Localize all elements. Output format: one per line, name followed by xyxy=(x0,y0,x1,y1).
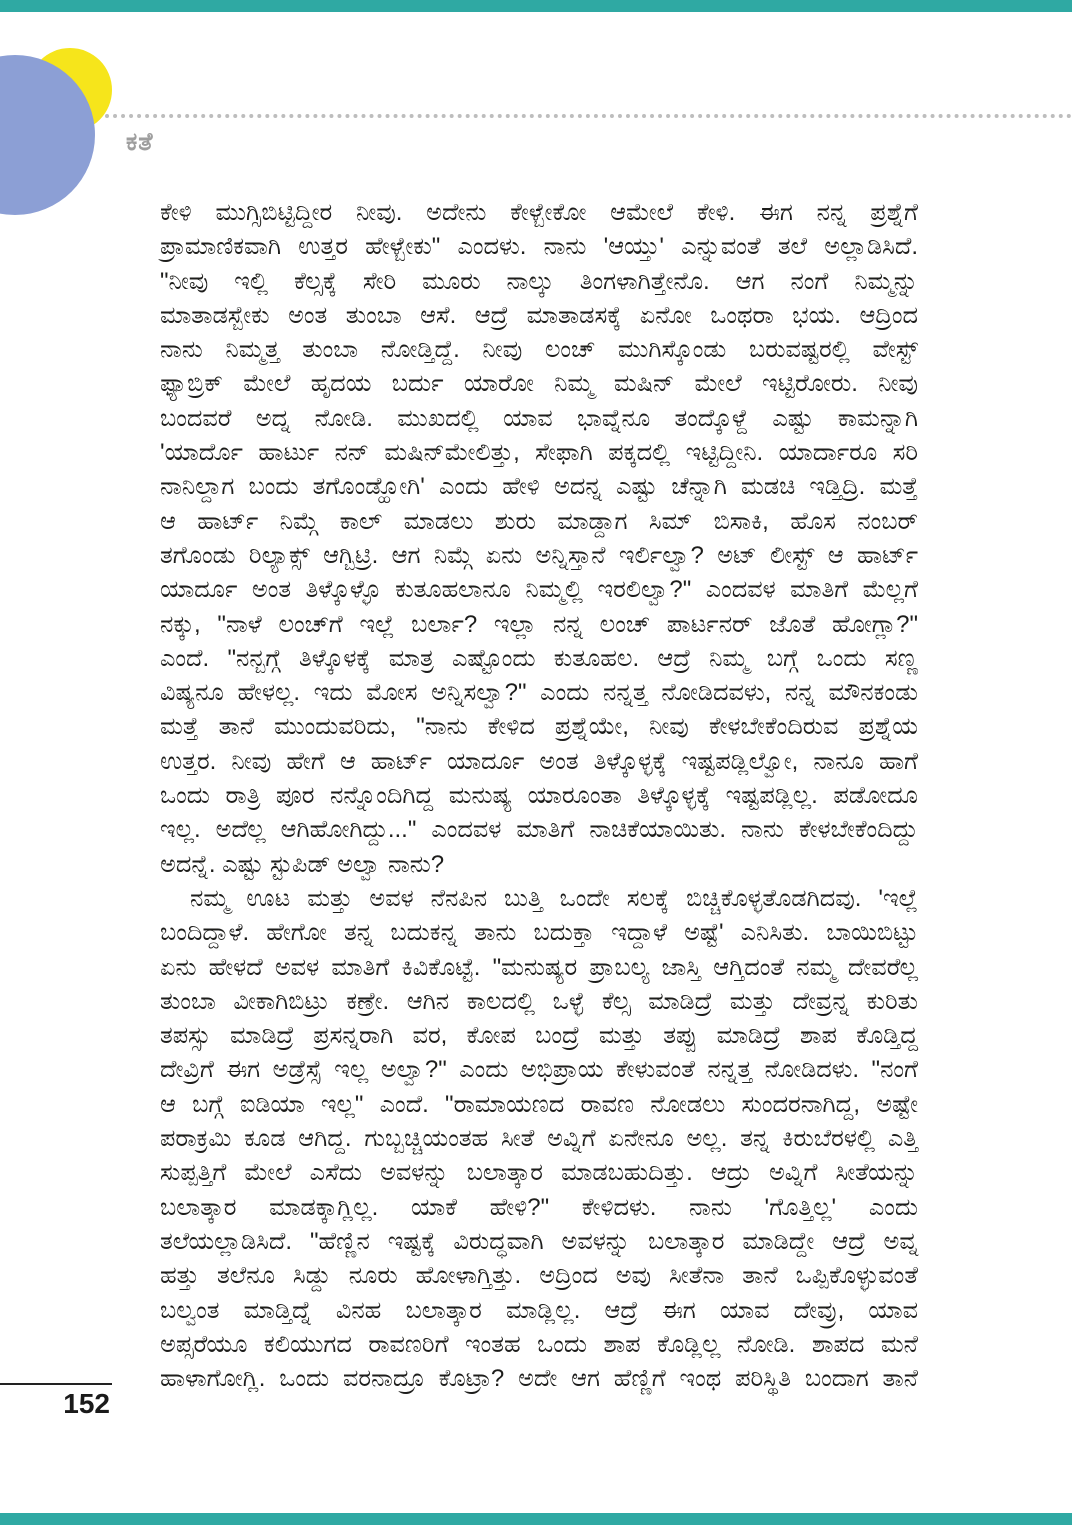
text-line: ದೇವ್ರಿಗೆ ಈಗ ಅಡ್ರೆಸ್ಸೆ ಇಲ್ಲ ಅಲ್ವಾ?" ಎಂದು ಅಭಿಪ್ರಾಯ ಕೇಳುವಂತೆ ನನ್ನತ್ತ ನೋಡಿದಳು. "ನಂಗೆ xyxy=(160,1056,918,1084)
text-line: ಪ್ರಾಮಾಣಿಕವಾಗಿ ಉತ್ತರ ಹೇಳ್ಬೇಕು" ಎಂದಳು. ನಾನು 'ಆಯ್ತು' ಎನ್ನುವಂತೆ ತಲೆ ಅಲ್ಲಾಡಿಸಿದೆ. xyxy=(160,233,918,261)
footer-rule xyxy=(0,1383,112,1385)
section-label: ಕತೆ xyxy=(126,128,154,156)
text-line: ಬಂದಿದ್ದಾಳೆ. ಹೇಗೋ ತನ್ನ ಬದುಕನ್ನ ತಾನು ಬದುಕ್ತಾ ಇದ್ದಾಳೆ ಅಷ್ಟೆ' ಎನಿಸಿತು. ಬಾಯಿಬಿಟ್ಟು xyxy=(160,919,918,947)
text-line: ಅಪ್ಸರೆಯೂ ಕಲಿಯುಗದ ರಾವಣರಿಗೆ ಇಂತಹ ಒಂದು ಶಾಪ ಕೊಡ್ಲಿಲ್ಲ ನೋಡಿ. ಶಾಪದ ಮನೆ xyxy=(160,1330,918,1358)
text-line: ಅದನ್ನೆ. ಎಷ್ಟು ಸ್ಟುಪಿಡ್ ಅಲ್ವಾ ನಾನು? xyxy=(160,850,445,878)
text-line: ಪರಾಕ್ರಮಿ ಕೂಡ ಆಗಿದ್ದ. ಗುಬ್ಬಚ್ಚಿಯಂತಹ ಸೀತೆ ಅವ್ನಿಗೆ ಏನೇನೂ ಅಲ್ಲ. ತನ್ನ ಕಿರುಬೆರಳಲ್ಲಿ ಎತ್ತಿ xyxy=(160,1125,918,1153)
text-line: ಎಂದೆ. "ನನ್ಬಗ್ಗೆ ತಿಳ್ಕೊಳಕ್ಕೆ ಮಾತ್ರ ಎಷ್ಟೊಂದು ಕುತೂಹಲ. ಆದ್ರೆ ನಿಮ್ಮ ಬಗ್ಗೆ ಒಂದು ಸಣ್ಣ xyxy=(160,644,918,672)
text-line: ಬಲ್ವಂತ ಮಾಡ್ತಿದ್ನೆ ವಿನಹ ಬಲಾತ್ಕಾರ ಮಾಡ್ಲಿಲ್ಲ. ಆದ್ರೆ ಈಗ ಯಾವ ದೇವ್ರು, ಯಾವ xyxy=(160,1296,918,1324)
text-line: ತಗೊಂಡು ರಿಲ್ಯಾಕ್ಸ್ ಆಗ್ಬಿಟ್ರಿ. ಆಗ ನಿಮ್ಗೆ ಏನು ಅನ್ನಿಸ್ತಾನೆ ಇರ್ಲಿಲ್ವಾ? ಅಟ್ ಲೀಸ್ಟ್ ಆ ಹಾರ್ಟ್ xyxy=(160,541,918,569)
text-line: ತುಂಬಾ ವೀಕಾಗಿಬಿಟ್ರು ಕಣ್ರೇ. ಆಗಿನ ಕಾಲದಲ್ಲಿ ಒಳ್ಳೆ ಕೆಲ್ಸ ಮಾಡಿದ್ರೆ ಮತ್ತು ದೇವ್ರನ್ನ ಕುರಿತು xyxy=(160,987,918,1015)
text-line: ಉತ್ತರ. ನೀವು ಹೇಗೆ ಆ ಹಾರ್ಟ್ ಯಾರ್ದೂ ಅಂತ ತಿಳ್ಕೊಳ್ಳಕ್ಕೆ ಇಷ್ಟಪಡ್ಲಿಲ್ವೋ, ನಾನೂ ಹಾಗೆ xyxy=(160,747,918,775)
text-line: ಫ್ಯಾಬ್ರಿಕ್ ಮೇಲೆ ಹೃದಯ ಬರ್ದು ಯಾರೋ ನಿಮ್ಮ ಮಷಿನ್ ಮೇಲೆ ಇಟ್ಟಿರೋರು. ನೀವು xyxy=(160,370,918,398)
text-line: ಬಂದವರೆ ಅದ್ನ ನೋಡಿ. ಮುಖದಲ್ಲಿ ಯಾವ ಭಾವ್ನೆನೂ ತಂದ್ಕೊಳ್ದೆ ಎಷ್ಟು ಕಾಮನ್ನಾಗಿ xyxy=(160,404,918,432)
text-line: ಕೇಳಿ ಮುಗ್ಸಿಬಿಟ್ಟಿದ್ದೀರ ನೀವು. ಅದೇನು ಕೇಳ್ಬೇಕೋ ಆಮೇಲೆ ಕೇಳಿ. ಈಗ ನನ್ನ ಪ್ರಶ್ನೆಗೆ xyxy=(160,199,918,226)
text-line: ನಕ್ಕು, "ನಾಳೆ ಲಂಚ್‌ಗೆ ಇಲ್ಲೆ ಬರ್ಲಾ? ಇಲ್ಲಾ ನನ್ನ ಲಂಚ್ ಪಾರ್ಟನರ್ ಜೊತೆ ಹೋಗ್ಲಾ?" xyxy=(160,610,918,638)
paragraph xyxy=(160,882,918,1396)
text-line: ನಾನಿಲ್ದಾಗ ಬಂದು ತಗೊಂಡ್ಹೋಗಿ' ಎಂದು ಹೇಳಿ ಅದನ್ನ ಎಷ್ಟು ಚೆನ್ನಾಗಿ ಮಡಚಿ ಇಡ್ತಿದ್ರಿ. ಮತ್ತೆ xyxy=(160,473,918,501)
bottom-border-bar xyxy=(0,1513,1072,1525)
text-line: ತಪಸ್ಸು ಮಾಡಿದ್ರೆ ಪ್ರಸನ್ನರಾಗಿ ವರ, ಕೋಪ ಬಂದ್ರೆ ಮತ್ತು ತಪ್ಪು ಮಾಡಿದ್ರೆ ಶಾಪ ಕೊಡ್ತಿದ್ದ xyxy=(160,1022,918,1050)
text-line: ಇಲ್ಲ. ಅದೆಲ್ಲ ಆಗಿಹೋಗಿದ್ದು..." ಎಂದವಳ ಮಾತಿಗೆ ನಾಚಿಕೆಯಾಯಿತು. ನಾನು ಕೇಳಬೇಕೆಂದಿದ್ದು xyxy=(160,816,918,844)
text-line: ಆ ಹಾರ್ಟ್ ನಿಮ್ಗೆ ಕಾಲ್ ಮಾಡಲು ಶುರು ಮಾಡ್ದಾಗ ಸಿಮ್ ಬಿಸಾಕಿ, ಹೊಸ ನಂಬರ್ xyxy=(160,507,918,535)
dotted-divider xyxy=(97,114,1072,118)
text-block xyxy=(160,196,918,1396)
top-border-bar xyxy=(0,0,1072,12)
text-line: ಮತ್ತೆ ತಾನೆ ಮುಂದುವರಿದು, "ನಾನು ಕೇಳಿದ ಪ್ರಶ್ನೆಯೇ, ನೀವು ಕೇಳಬೇಕೆಂದಿರುವ ಪ್ರಶ್ನೆಯ xyxy=(160,713,918,741)
text-line: ನಾನು ನಿಮ್ಮತ್ತ ತುಂಬಾ ನೋಡ್ತಿದ್ದೆ. ನೀವು ಲಂಚ್ ಮುಗಿಸ್ಕೊಂಡು ಬರುವಷ್ಟರಲ್ಲಿ ವೇಸ್ಟ್ xyxy=(160,336,918,364)
text-line: ಏನು ಹೇಳದೆ ಅವಳ ಮಾತಿಗೆ ಕಿವಿಕೊಟ್ಟೆ. "ಮನುಷ್ಯರ ಪ್ರಾಬಲ್ಯ ಜಾಸ್ತಿ ಆಗ್ತಿದಂತೆ ನಮ್ಮ ದೇವರೆಲ್ಲ xyxy=(160,953,918,981)
text-line: ಒಂದು ರಾತ್ರಿ ಪೂರ ನನ್ನೊಂದಿಗಿದ್ದ ಮನುಷ್ಯ ಯಾರೂಂತಾ ತಿಳ್ಕೊಳ್ಳಕ್ಕೆ ಇಷ್ಟಪಡ್ಲಿಲ್ಲ. ಪಡೋದೂ xyxy=(160,782,918,810)
text-line: ಹಾಳಾಗೋಗ್ಲಿ. ಒಂದು ವರನಾದ್ರೂ ಕೊಟ್ರಾ? ಅದೇ ಆಗ ಹೆಣ್ಣಿಗೆ ಇಂಥ ಪರಿಸ್ಥಿತಿ ಬಂದಾಗ ತಾನೆ xyxy=(160,1365,918,1393)
text-line: ಸುಪ್ಪತ್ತಿಗೆ ಮೇಲೆ ಎಸೆದು ಅವಳನ್ನು ಬಲಾತ್ಕಾರ ಮಾಡಬಹುದಿತ್ತು. ಆದ್ರು ಅವ್ನಿಗೆ ಸೀತೆಯನ್ನು xyxy=(160,1159,918,1187)
paragraph xyxy=(160,196,918,882)
page-number: 152 xyxy=(63,1388,110,1419)
text-line: ನಮ್ಮ ಊಟ ಮತ್ತು ಅವಳ ನೆನಪಿನ ಬುತ್ತಿ ಒಂದೇ ಸಲಕ್ಕೆ ಬಿಚ್ಚಿಕೊಳ್ಳತೊಡಗಿದವು. 'ಇಲ್ಲೆ xyxy=(190,884,918,912)
text-line: ಯಾರ್ದೂ ಅಂತ ತಿಳ್ಕೊಳ್ಳೊ ಕುತೂಹಲಾನೂ ನಿಮ್ಮಲ್ಲಿ ಇರಲಿಲ್ವಾ?" ಎಂದವಳ ಮಾತಿಗೆ ಮೆಲ್ಲಗೆ xyxy=(160,576,918,604)
text-line: ಮಾತಾಡಸ್ಬೇಕು ಅಂತ ತುಂಬಾ ಆಸೆ. ಆದ್ರೆ ಮಾತಾಡಸಕ್ಕೆ ಏನೋ ಒಂಥರಾ ಭಯ. ಆದ್ರಿಂದ xyxy=(160,301,918,329)
text-line: ಆ ಬಗ್ಗೆ ಐಡಿಯಾ ಇಲ್ಲ" ಎಂದೆ. "ರಾಮಾಯಣದ ರಾವಣ ನೋಡಲು ಸುಂದರನಾಗಿದ್ದ, ಅಷ್ಟೇ xyxy=(160,1090,918,1118)
text-line: ಹತ್ತು ತಲೆನೂ ಸಿಡ್ದು ನೂರು ಹೋಳಾಗ್ತಿತ್ತು. ಅದ್ರಿಂದ ಅವು ಸೀತೆನಾ ತಾನೆ ಒಪ್ಪಿಕೊಳ್ಳುವಂತೆ xyxy=(160,1262,918,1290)
text-line: ಬಲಾತ್ಕಾರ ಮಾಡಕ್ಕಾಗ್ಲಿಲ್ಲ. ಯಾಕೆ ಹೇಳಿ?" ಕೇಳಿದಳು. ನಾನು 'ಗೊತ್ತಿಲ್ಲ' ಎಂದು xyxy=(160,1193,918,1221)
text-line: 'ಯಾರ್ದೊ ಹಾರ್ಟು ನನ್ ಮಷಿನ್‌ಮೇಲಿತ್ತು, ಸೇಫಾಗಿ ಪಕ್ಕದಲ್ಲಿ ಇಟ್ಟಿದ್ದೀನಿ. ಯಾರ್ದಾರೂ ಸರಿ xyxy=(160,439,918,467)
text-line: ತಲೆಯಲ್ಲಾಡಿಸಿದೆ. "ಹೆಣ್ಣಿನ ಇಷ್ಟಕ್ಕೆ ವಿರುದ್ಧವಾಗಿ ಅವಳನ್ನು ಬಲಾತ್ಕಾರ ಮಾಡಿದ್ದೇ ಆದ್ರೆ ಅವ್ನ xyxy=(160,1227,918,1255)
text-line: "ನೀವು ಇಲ್ಲಿ ಕೆಲ್ಸಕ್ಕೆ ಸೇರಿ ಮೂರು ನಾಲ್ಕು ತಿಂಗಳಾಗಿತ್ತೇನೊ. ಆಗ ನಂಗೆ ನಿಮ್ಮನ್ನು xyxy=(160,267,918,295)
text-line: ವಿಷ್ಯನೂ ಹೇಳಲ್ಲ. ಇದು ಮೋಸ ಅನ್ನಿಸಲ್ವಾ?" ಎಂದು ನನ್ನತ್ತ ನೋಡಿದವಳು, ನನ್ನ ಮೌನಕಂಡು xyxy=(160,679,918,707)
